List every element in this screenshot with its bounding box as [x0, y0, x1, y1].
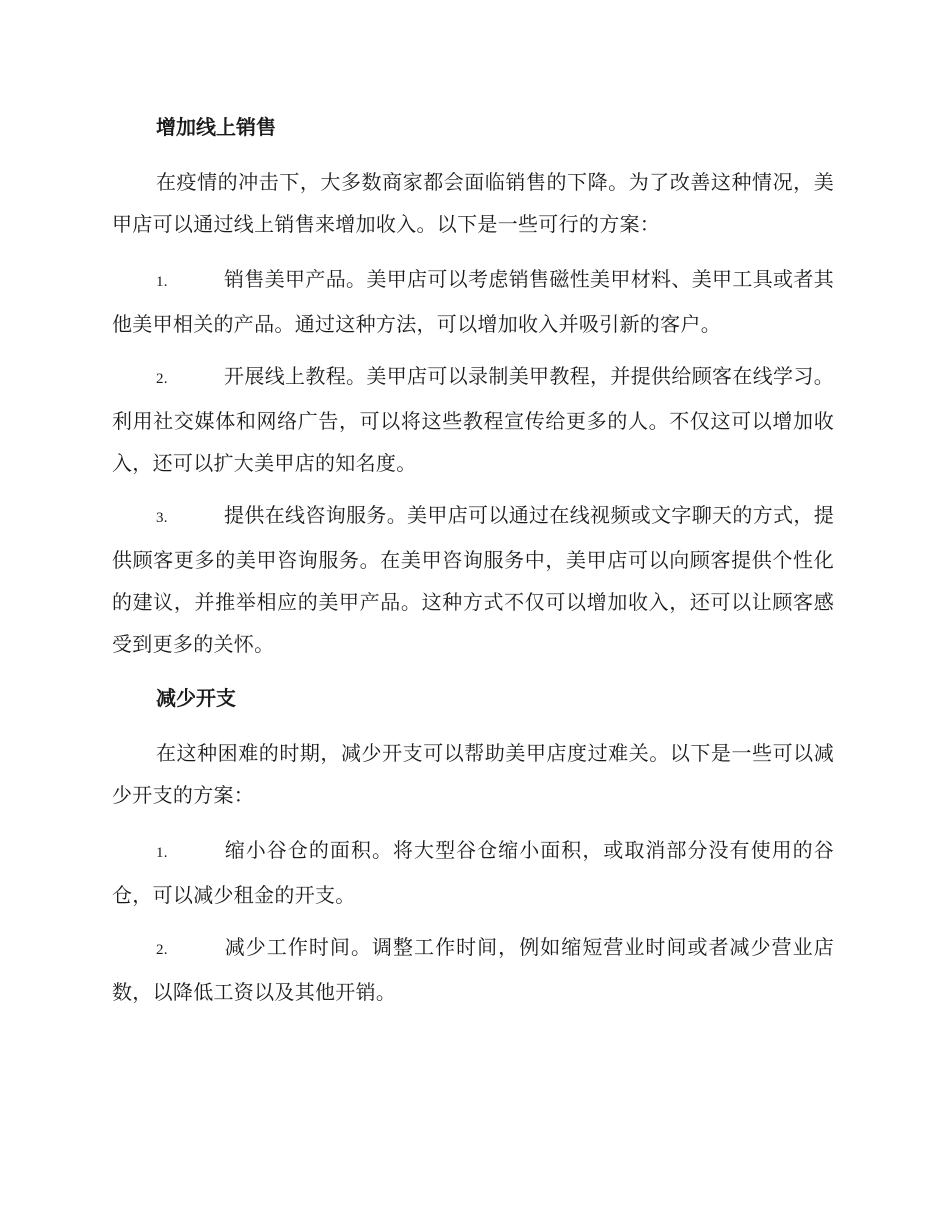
list-item-text: 缩小谷仓的面积。将大型谷仓缩小面积，或取消部分没有使用的谷仓，可以减少租金的开支。 — [112, 838, 834, 907]
list-item-text: 销售美甲产品。美甲店可以考虑销售磁性美甲材料、美甲工具或者其他美甲相关的产品。通过这种方法，可以增加收入并吸引新的客户。 — [112, 267, 834, 336]
list-number: 1. — [156, 845, 168, 861]
section-intro-online-sales: 在疫情的冲击下，大多数商家都会面临销售的下降。为了改善这种情况，美甲店可以通过线上销售来增加收入。以下是一些可行的方案： — [112, 170, 834, 236]
list-item — [112, 258, 834, 345]
list-number: 1. — [156, 274, 168, 290]
list-number: 3. — [156, 510, 168, 526]
list-number: 2. — [156, 942, 168, 958]
list-item-text: 提供在线咨询服务。美甲店可以通过在线视频或文字聊天的方式，提供顾客更多的美甲咨询服务。在美甲咨询服务中，美甲店可以向顾客提供个性化的建议，并推举相应的美甲产品。这种方式不仅可以增加收入，还可以让顾客感受到更多的关怀。 — [112, 503, 834, 656]
list-item — [112, 829, 834, 916]
list-number: 2. — [156, 371, 168, 387]
section-heading-online-sales: 增加线上销售 — [156, 115, 276, 139]
list-item-text: 开展线上教程。美甲店可以录制美甲教程，并提供给顾客在线学习。利用社交媒体和网络广告，可以将这些教程宣传给更多的人。不仅这可以增加收入，还可以扩大美甲店的知名度。 — [112, 364, 834, 475]
list-item — [112, 355, 834, 484]
list-item — [112, 926, 834, 1013]
section-heading-reduce-costs: 减少开支 — [156, 686, 236, 710]
list-item-text: 减少工作时间。调整工作时间，例如缩短营业时间或者减少营业店数，以降低工资以及其他开销。 — [112, 935, 834, 1004]
section-intro-reduce-costs: 在这种困难的时期，减少开支可以帮助美甲店度过难关。以下是一些可以减少开支的方案： — [112, 741, 834, 807]
list-item — [112, 494, 834, 665]
